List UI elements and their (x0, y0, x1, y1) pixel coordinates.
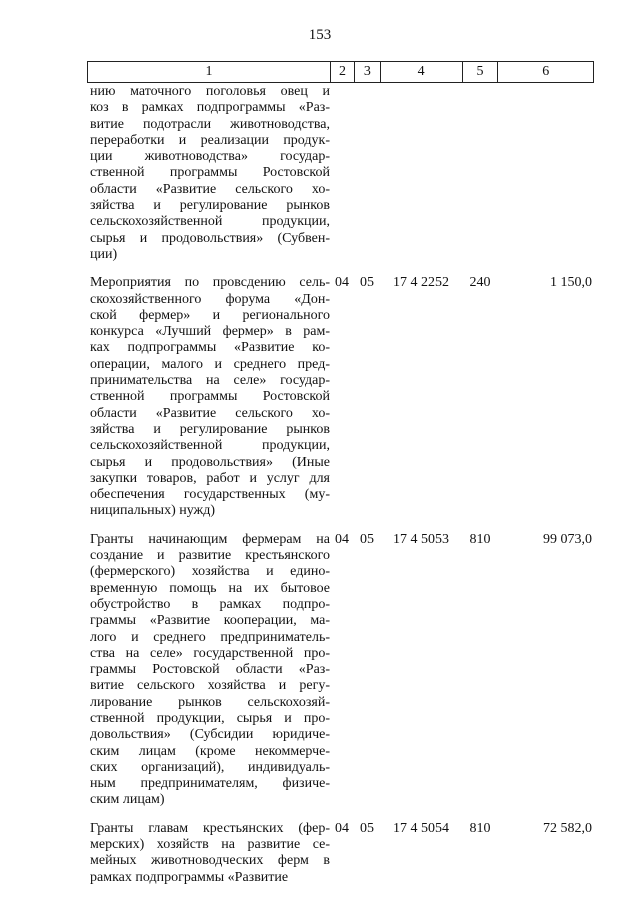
description-line: лирование рынков сельскохозяй- (90, 694, 330, 710)
description-line: витие подотрасли животноводства, (90, 116, 330, 132)
description-line: переработки и реализации продук- (90, 132, 330, 148)
description-line: ственной продукции, сырья и про- (90, 710, 330, 726)
amount (498, 84, 594, 263)
description-line: ства на селе» государственной про- (90, 645, 330, 661)
description-line: Гранты главам крестьянских (фер- (90, 820, 330, 836)
target-article-code: 17 4 5054 (393, 820, 449, 836)
header-col-6: 6 (497, 62, 593, 82)
table-row (87, 821, 594, 886)
description-line: сельскохозяйственной продукции, (90, 438, 330, 454)
description-line: области «Развитие сельского хо- (90, 181, 330, 197)
description-line: области «Развитие сельского хо- (90, 405, 330, 421)
description-line: граммы Ростовской области «Раз- (90, 662, 330, 678)
expense-type-code: 810 (469, 820, 491, 836)
description-line: создание и развитие крестьянского (90, 548, 330, 564)
description-line: граммы «Развитие кооперации, ма- (90, 613, 330, 629)
description-line: лого и среднего предприниматель- (90, 629, 330, 645)
description-line: рамках подпрограммы «Развитие (90, 869, 289, 885)
description-line: витие сельского хозяйства и регу- (90, 678, 330, 694)
header-col-2: 2 (330, 62, 354, 82)
description-line: ным предпринимателям, физиче- (90, 776, 330, 792)
header-col-4: 4 (380, 62, 462, 82)
target-article-code: 17 4 2252 (393, 275, 449, 291)
description-line: временную помощь на их бытовое (90, 580, 330, 596)
description-line: коз в рамках подпрограммы «Раз- (90, 100, 330, 116)
amount: 99 073,0 (543, 531, 592, 547)
description-line: Гранты начинающим фермерам на (90, 531, 330, 547)
page-number: 153 (308, 27, 332, 43)
description-line: операции, малого и среднего пред- (90, 356, 330, 372)
header-col-1: 1 (205, 64, 213, 79)
description-line: ниципальных) нужд) (90, 503, 215, 519)
description-line: ственной программы Ростовской (90, 165, 330, 181)
subsection-code: 05 (360, 531, 374, 547)
subsection-code (354, 84, 380, 263)
description-line: довольствия» (Субсидии юридиче- (90, 727, 330, 743)
table-row (87, 84, 594, 263)
amount: 1 150,0 (550, 275, 592, 291)
description-line: обустройство в рамках подпро- (90, 596, 330, 612)
target-article-code (380, 84, 462, 263)
description-line: мерских) хозяйств на развитие се- (90, 837, 330, 853)
header-col-5: 5 (462, 62, 498, 82)
description-line: ских организаций), индивидуаль- (90, 759, 330, 775)
row-description (87, 532, 330, 809)
subsection-code: 05 (360, 820, 374, 836)
description-line: сельскохозяйственной продукции, (90, 214, 330, 230)
section-code: 04 (335, 531, 349, 547)
section-code (330, 84, 354, 263)
row-description (87, 84, 330, 263)
description-line: ской фермер» и регионального (90, 307, 330, 323)
description-line: зяйства и регулирование рынков (90, 421, 330, 437)
description-line: ским лицам (кроме некоммерче- (90, 743, 330, 759)
description-line: сырья и продовольствия» (Иные (90, 454, 330, 470)
description-line: скохозяйственного форума «Дон- (90, 291, 330, 307)
row-description (87, 275, 330, 519)
description-line: мейных животноводческих ферм в (90, 853, 330, 869)
row-description (87, 821, 330, 886)
description-line: зяйства и регулирование рынков (90, 198, 330, 214)
section-code: 04 (335, 275, 349, 291)
target-article-code: 17 4 5053 (393, 531, 449, 547)
table-row (87, 532, 594, 809)
expense-type-code: 810 (469, 531, 491, 547)
description-line: закупки товаров, работ и услуг для (90, 470, 330, 486)
subsection-code: 05 (360, 275, 374, 291)
description-line: конкурса «Лучший фермер» в рам- (90, 324, 330, 340)
description-line: ственной программы Ростовской (90, 389, 330, 405)
table-row (87, 275, 594, 519)
description-line: ции животноводства» государ- (90, 149, 330, 165)
description-line: принимательства на селе» государ- (90, 373, 330, 389)
expense-type-code: 240 (469, 275, 491, 291)
description-line: ках подпрограммы «Развитие ко- (90, 340, 330, 356)
section-code: 04 (335, 820, 349, 836)
table-header (87, 61, 594, 83)
header-col-3: 3 (354, 62, 380, 82)
description-line: нию маточного поголовья овец и (90, 84, 330, 99)
description-line: ским лицам) (90, 792, 165, 808)
description-line: обеспечения государственных (му- (90, 487, 330, 503)
description-line: Мероприятия по провсдению сель- (90, 275, 330, 291)
amount: 72 582,0 (543, 820, 592, 836)
table-body (87, 84, 594, 886)
description-line: (фермерского) хозяйства и едино- (90, 564, 330, 580)
description-line: ции) (90, 246, 118, 262)
description-line: сырья и продовольствия» (Субвен- (90, 230, 330, 246)
expense-type-code (462, 84, 498, 263)
